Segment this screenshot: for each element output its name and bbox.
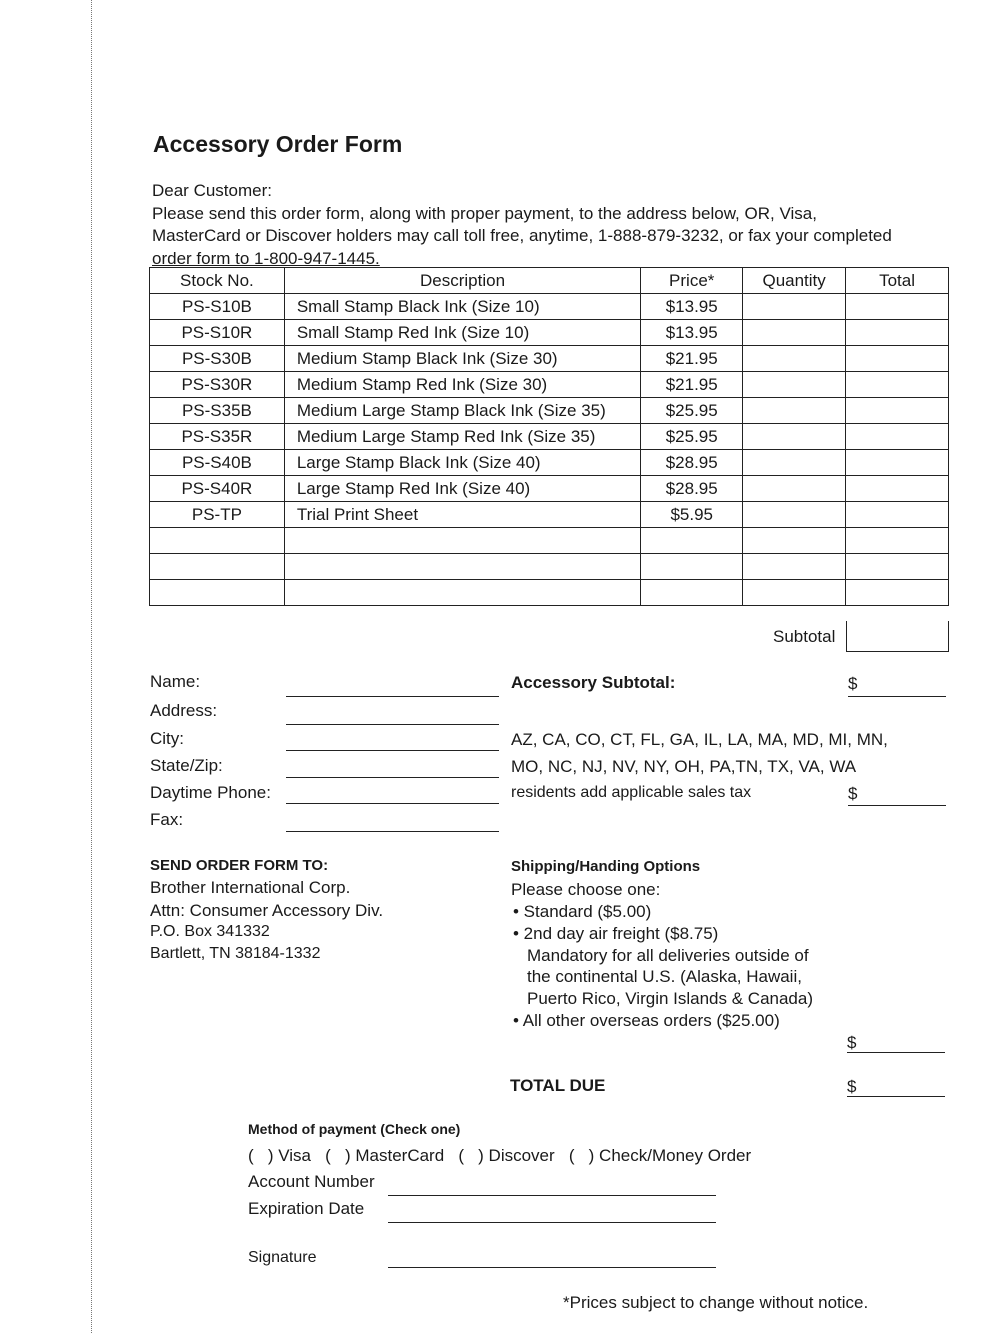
send-to-heading: SEND ORDER FORM TO: bbox=[150, 857, 329, 874]
stock-cell[interactable] bbox=[150, 580, 285, 606]
greeting: Dear Customer: bbox=[152, 181, 272, 200]
phone-label: Daytime Phone: bbox=[150, 783, 271, 802]
fax-label: Fax: bbox=[150, 810, 184, 829]
quantity-cell[interactable] bbox=[743, 398, 846, 424]
address-line: Attn: Consumer Accessory Div. bbox=[150, 901, 384, 920]
description-cell[interactable] bbox=[284, 554, 640, 580]
margin-perforation bbox=[91, 0, 92, 1333]
accessory-subtotal-field[interactable] bbox=[848, 696, 946, 697]
payment-heading: Method of payment (Check one) bbox=[248, 1121, 461, 1137]
quantity-cell[interactable] bbox=[743, 320, 846, 346]
price-cell[interactable] bbox=[641, 580, 743, 606]
total-cell[interactable] bbox=[846, 476, 949, 502]
shipping-note: Puerto Rico, Virgin Islands & Canada) bbox=[527, 989, 814, 1008]
signature-field[interactable] bbox=[388, 1267, 716, 1268]
subtotal-field[interactable] bbox=[846, 621, 949, 652]
total-cell[interactable] bbox=[846, 554, 949, 580]
shipping-prompt: Please choose one: bbox=[511, 880, 661, 899]
shipping-option-standard[interactable]: • Standard ($5.00) bbox=[513, 902, 652, 921]
price-cell: $25.95 bbox=[641, 398, 743, 424]
table-row bbox=[150, 320, 949, 346]
price-cell: $5.95 bbox=[641, 502, 743, 528]
header-stock: Stock No. bbox=[150, 268, 285, 294]
shipping-note: Mandatory for all deliveries outside of bbox=[527, 946, 809, 965]
intro-text bbox=[152, 180, 892, 270]
stock-cell: PS-S40B bbox=[150, 450, 285, 476]
stock-cell[interactable] bbox=[150, 554, 285, 580]
account-number-field[interactable] bbox=[388, 1195, 716, 1196]
name-field[interactable] bbox=[286, 696, 499, 697]
total-cell[interactable] bbox=[846, 502, 949, 528]
table-row bbox=[150, 294, 949, 320]
intro-line: MasterCard or Discover holders may call toll free, anytime, 1-888-879-3232, or fax your completed bbox=[152, 226, 892, 245]
expiration-label: Expiration Date bbox=[248, 1199, 365, 1218]
stock-cell: PS-S30B bbox=[150, 346, 285, 372]
shipping-option-overseas[interactable]: • All other overseas orders ($25.00) bbox=[513, 1011, 780, 1030]
accessory-subtotal-label: Accessory Subtotal: bbox=[511, 673, 676, 692]
description-cell: Medium Large Stamp Black Ink (Size 35) bbox=[284, 398, 640, 424]
fax-field[interactable] bbox=[286, 831, 499, 832]
stock-cell: PS-S10B bbox=[150, 294, 285, 320]
name-label: Name: bbox=[150, 672, 201, 691]
description-cell: Small Stamp Black Ink (Size 10) bbox=[284, 294, 640, 320]
total-cell[interactable] bbox=[846, 580, 949, 606]
city-field[interactable] bbox=[286, 750, 499, 751]
account-number-label: Account Number bbox=[248, 1172, 375, 1191]
stock-cell: PS-S40R bbox=[150, 476, 285, 502]
address-line: Brother International Corp. bbox=[150, 878, 351, 897]
description-cell[interactable] bbox=[284, 580, 640, 606]
price-cell[interactable] bbox=[641, 528, 743, 554]
price-cell: $25.95 bbox=[641, 424, 743, 450]
stock-cell: PS-TP bbox=[150, 502, 285, 528]
quantity-cell[interactable] bbox=[743, 424, 846, 450]
tax-states-line: AZ, CA, CO, CT, FL, GA, IL, LA, MA, MD, MI, MN, bbox=[511, 730, 888, 749]
order-table bbox=[149, 267, 949, 606]
description-cell[interactable] bbox=[284, 528, 640, 554]
city-label: City: bbox=[150, 729, 184, 748]
dollar-sign: $ bbox=[847, 1077, 857, 1096]
quantity-cell[interactable] bbox=[743, 580, 846, 606]
state-zip-label: State/Zip: bbox=[150, 756, 223, 775]
shipping-option-2nd-day[interactable]: • 2nd day air freight ($8.75) bbox=[513, 924, 719, 943]
address-line: Bartlett, TN 38184-1332 bbox=[150, 945, 321, 962]
page-title: Accessory Order Form bbox=[153, 131, 403, 157]
total-cell[interactable] bbox=[846, 346, 949, 372]
payment-options[interactable]: ( ) Visa ( ) MasterCard ( ) Discover ( ) Check/Money Order bbox=[248, 1146, 752, 1165]
total-due-field[interactable] bbox=[847, 1096, 945, 1097]
total-cell[interactable] bbox=[846, 320, 949, 346]
dollar-sign: $ bbox=[848, 784, 858, 803]
stock-cell: PS-S10R bbox=[150, 320, 285, 346]
dollar-sign: $ bbox=[847, 1033, 857, 1052]
quantity-cell[interactable] bbox=[743, 346, 846, 372]
total-cell[interactable] bbox=[846, 424, 949, 450]
subtotal-label: Subtotal bbox=[773, 627, 836, 646]
table-row bbox=[150, 528, 949, 554]
table-row bbox=[150, 580, 949, 606]
footnote: *Prices subject to change without notice. bbox=[563, 1293, 869, 1312]
shipping-note: the continental U.S. (Alaska, Hawaii, bbox=[527, 967, 802, 986]
table-row bbox=[150, 450, 949, 476]
stock-cell: PS-S30R bbox=[150, 372, 285, 398]
address-field[interactable] bbox=[286, 724, 499, 725]
description-cell: Medium Stamp Red Ink (Size 30) bbox=[284, 372, 640, 398]
quantity-cell[interactable] bbox=[743, 294, 846, 320]
quantity-cell[interactable] bbox=[743, 554, 846, 580]
stock-cell: PS-S35B bbox=[150, 398, 285, 424]
intro-line: Please send this order form, along with proper payment, to the address below, OR, Visa, bbox=[152, 203, 817, 223]
expiration-field[interactable] bbox=[388, 1222, 716, 1223]
stock-cell[interactable] bbox=[150, 528, 285, 554]
total-cell[interactable] bbox=[846, 372, 949, 398]
total-cell[interactable] bbox=[846, 450, 949, 476]
table-row bbox=[150, 502, 949, 528]
header-total: Total bbox=[846, 268, 949, 294]
header-price: Price* bbox=[641, 268, 743, 294]
quantity-cell[interactable] bbox=[743, 502, 846, 528]
table-header-row bbox=[150, 268, 949, 294]
table-row bbox=[150, 372, 949, 398]
price-cell: $13.95 bbox=[641, 294, 743, 320]
price-cell: $13.95 bbox=[641, 320, 743, 346]
price-cell: $21.95 bbox=[641, 346, 743, 372]
quantity-cell[interactable] bbox=[743, 450, 846, 476]
header-quantity: Quantity bbox=[743, 268, 846, 294]
tax-note: residents add applicable sales tax bbox=[511, 784, 752, 801]
table-row bbox=[150, 554, 949, 580]
stock-cell: PS-S35R bbox=[150, 424, 285, 450]
description-cell: Trial Print Sheet bbox=[284, 502, 640, 528]
description-cell: Medium Stamp Black Ink (Size 30) bbox=[284, 346, 640, 372]
description-cell: Large Stamp Red Ink (Size 40) bbox=[284, 476, 640, 502]
signature-label: Signature bbox=[248, 1249, 317, 1266]
table-row bbox=[150, 346, 949, 372]
tax-states-line: MO, NC, NJ, NV, NY, OH, PA,TN, TX, VA, WA bbox=[511, 757, 857, 776]
table-row bbox=[150, 398, 949, 424]
state-zip-field[interactable] bbox=[286, 777, 499, 778]
price-cell[interactable] bbox=[641, 554, 743, 580]
price-cell: $28.95 bbox=[641, 476, 743, 502]
description-cell: Medium Large Stamp Red Ink (Size 35) bbox=[284, 424, 640, 450]
quantity-cell[interactable] bbox=[743, 476, 846, 502]
header-description: Description bbox=[284, 268, 640, 294]
address-line: P.O. Box 341332 bbox=[150, 923, 270, 940]
price-cell: $21.95 bbox=[641, 372, 743, 398]
sales-tax-field[interactable] bbox=[848, 805, 946, 806]
dollar-sign: $ bbox=[848, 674, 858, 693]
shipping-heading: Shipping/Handing Options bbox=[511, 858, 701, 875]
price-cell: $28.95 bbox=[641, 450, 743, 476]
total-cell[interactable] bbox=[846, 528, 949, 554]
phone-field[interactable] bbox=[286, 803, 499, 804]
description-cell: Small Stamp Red Ink (Size 10) bbox=[284, 320, 640, 346]
total-cell[interactable] bbox=[846, 294, 949, 320]
address-label: Address: bbox=[150, 701, 218, 720]
shipping-cost-field[interactable] bbox=[847, 1052, 945, 1053]
total-due-label: TOTAL DUE bbox=[510, 1076, 606, 1095]
intro-line: order form to 1-800-947-1445. bbox=[152, 248, 380, 268]
table-row bbox=[150, 424, 949, 450]
quantity-cell[interactable] bbox=[743, 528, 846, 554]
description-cell: Large Stamp Black Ink (Size 40) bbox=[284, 450, 640, 476]
quantity-cell[interactable] bbox=[743, 372, 846, 398]
total-cell[interactable] bbox=[846, 398, 949, 424]
table-row bbox=[150, 476, 949, 502]
